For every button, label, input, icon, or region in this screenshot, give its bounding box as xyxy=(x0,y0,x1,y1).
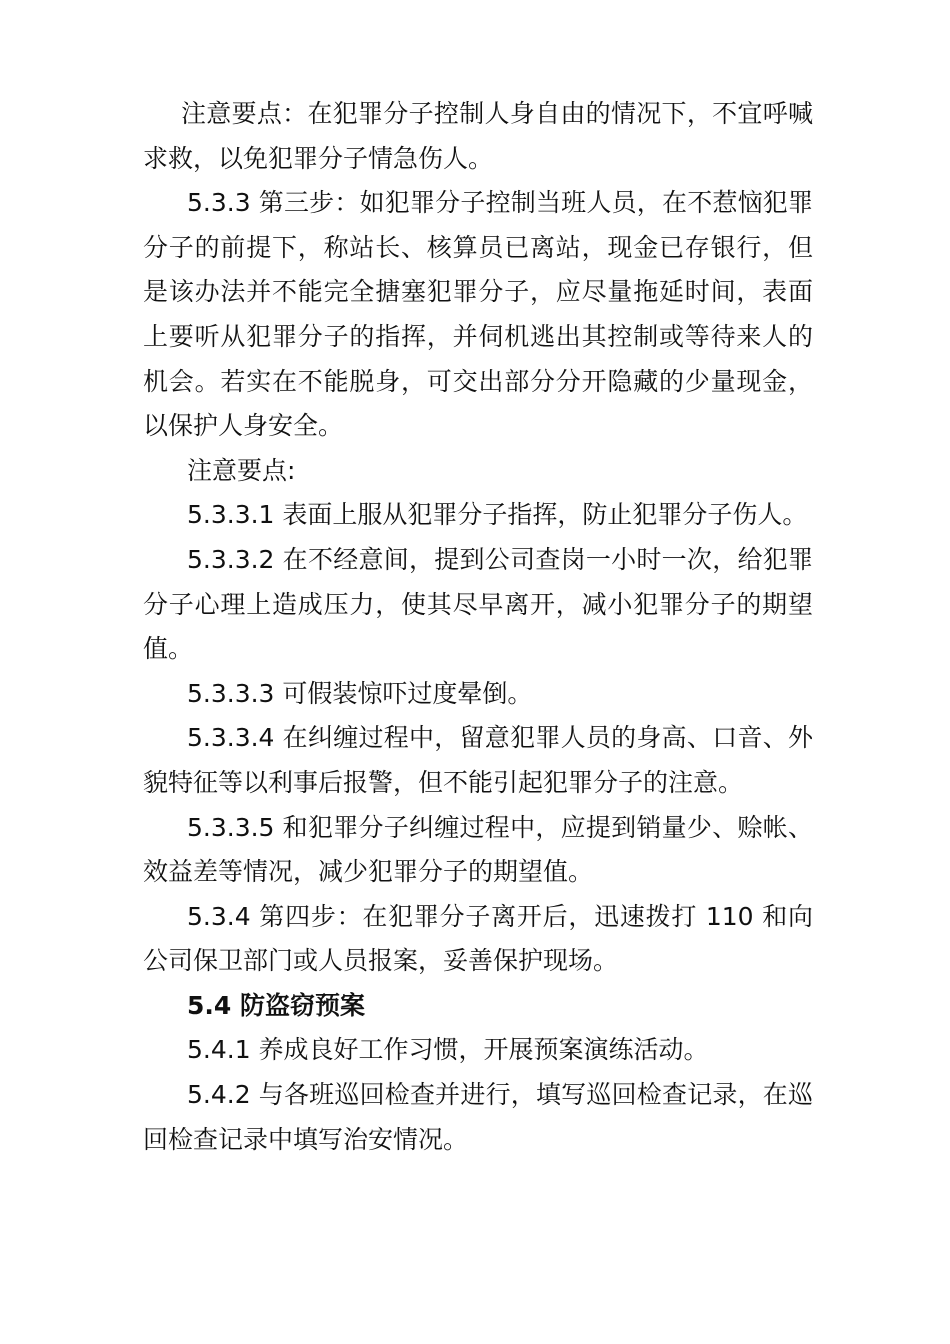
paragraph-attention-heading: 注意要点: xyxy=(187,455,296,485)
paragraph-5-3-3-5: 5.3.3.5 和犯罪分子纠缠过程中，应提到销量少、赊帐、效益差等情况，减少犯罪分子的期望值。 xyxy=(143,812,813,887)
paragraph-5-3-3-1: 5.3.3.1 表面上服从犯罪分子指挥，防止犯罪分子伤人。 xyxy=(187,500,808,530)
paragraph-5-3-4: 5.3.4 第四步：在犯罪分子离开后，迅速拨打 110 和向公司保卫部门或人员报案，妥善保护现场。 xyxy=(143,901,813,976)
section-heading-5-4: 5.4 防盗窃预案 xyxy=(187,990,365,1020)
document-page xyxy=(143,92,813,1162)
paragraph-5-3-3-2: 5.3.3.2 在不经意间，提到公司查岗一小时一次，给犯罪分子心理上造成压力，使其尽早离开，减小犯罪分子的期望值。 xyxy=(143,544,813,664)
paragraph-5-4-2: 5.4.2 与各班巡回检查并进行，填写巡回检查记录，在巡回检查记录中填写治安情况。 xyxy=(143,1080,813,1154)
paragraph-5-3-3: 5.3.3 第三步：如犯罪分子控制当班人员，在不惹恼犯罪分子的前提下，称站长、核算员已离站，现金已存银行，但是该办法并不能完全搪塞犯罪分子，应尽量拖延时间，表面上要听从犯罪分子的指挥，并伺机逃出其控制或等待来人的机会。若实在不能脱身，可交出部分分开隐藏的少量现金，以保护人身安全。 xyxy=(143,188,813,441)
paragraph-5-3-3-4: 5.3.3.4 在纠缠过程中，留意犯罪人员的身高、口音、外貌特征等以利事后报警，但不能引起犯罪分子的注意。 xyxy=(143,723,813,797)
paragraph-5-3-3-3: 5.3.3.3 可假装惊吓过度晕倒。 xyxy=(187,678,533,708)
paragraph-attention-note: 注意要点：在犯罪分子控制人身自由的情况下，不宜呼喊求救，以免犯罪分子情急伤人。 xyxy=(143,99,813,173)
paragraph-5-4-1: 5.4.1 养成良好工作习惯，开展预案演练活动。 xyxy=(187,1035,709,1065)
